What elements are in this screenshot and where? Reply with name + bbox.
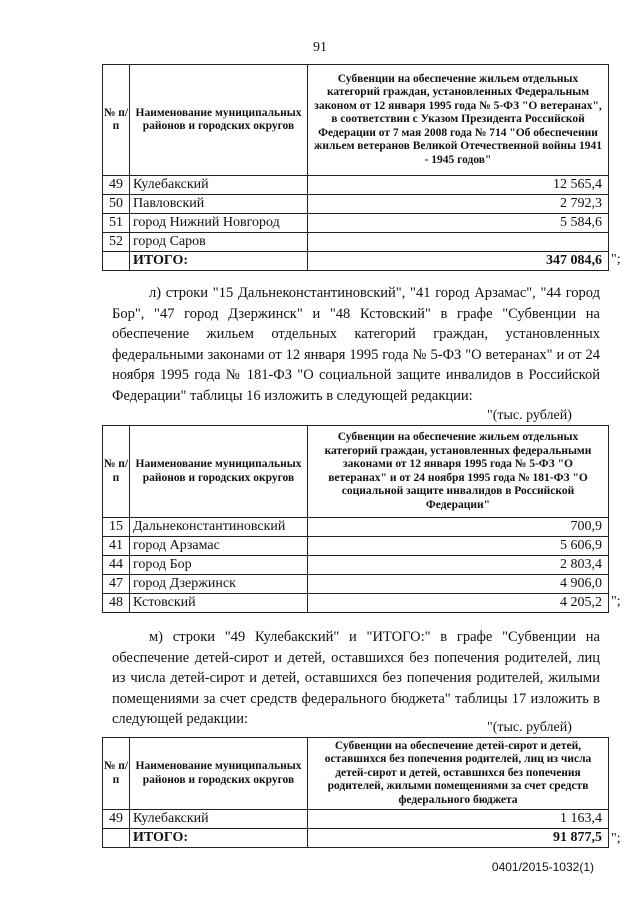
row-name: город Саров: [130, 233, 308, 252]
row-value: 1 163,4: [308, 810, 609, 829]
row-value: 2 803,4: [308, 556, 609, 575]
row-name: Павловский: [130, 195, 308, 214]
table-row: [103, 214, 609, 233]
table-row: [103, 537, 609, 556]
quote-tail: ";: [611, 831, 621, 846]
row-value: 12 565,4: [308, 176, 609, 195]
row-value: 5 584,6: [308, 214, 609, 233]
table-row: [103, 518, 609, 537]
quote-tail: ";: [611, 252, 621, 267]
row-name: город Нижний Новгород: [130, 214, 308, 233]
col-header-number: № п/п: [103, 738, 130, 810]
quote-tail: ";: [611, 594, 621, 609]
row-number: 47: [103, 575, 130, 594]
col-header-name: Наименование муниципальных районов и городских округов: [130, 426, 308, 518]
page-number: 91: [313, 40, 327, 55]
row-number: 51: [103, 214, 130, 233]
unit-label: "(тыс. рублей): [487, 408, 572, 423]
row-name: город Бор: [130, 556, 308, 575]
col-header-number: № п/п: [103, 65, 130, 176]
total-row: [103, 252, 609, 271]
row-value: 2 792,3: [308, 195, 609, 214]
col-header-value: Субвенции на обеспечение детей-сирот и детей, оставшихся без попечения родителей, лиц из числа детей-сирот и детей, оставшихся без попечения родителей, жилыми помещениями за счет средств федерального бюджета: [308, 738, 609, 810]
row-number: 52: [103, 233, 130, 252]
table-row: [103, 575, 609, 594]
unit-label: "(тыс. рублей): [487, 720, 572, 735]
row-name: Дальнеконстантиновский: [130, 518, 308, 537]
total-row: [103, 829, 609, 848]
row-number: 49: [103, 176, 130, 195]
row-number: 50: [103, 195, 130, 214]
row-value: 4 205,2: [308, 594, 609, 613]
total-value: 91 877,5: [308, 829, 609, 848]
table-row: [103, 195, 609, 214]
col-header-name: Наименование муниципальных районов и городских округов: [130, 65, 308, 176]
row-name: Кулебакский: [130, 810, 308, 829]
col-header-name: Наименование муниципальных районов и городских округов: [130, 738, 308, 810]
table-17: [102, 737, 609, 848]
table-row: [103, 594, 609, 613]
table-row: [103, 810, 609, 829]
total-label: ИТОГО:: [130, 252, 308, 271]
paragraph-l: л) строки "15 Дальнеконстантиновский", "41 город Арзамас", "44 город Бор", "47 город Дзержинск" и "48 Кстовский" в графе "Субвенции на обеспечение жильем отдельных категорий граждан, установленных федеральными законами от 12 января 1995 года № 5-ФЗ "О ветеранах" и от 24 ноября 1995 года № 181-ФЗ "О социальной защите инвалидов в Российской Федерации" таблицы 16 изложить в следующей редакции:: [112, 285, 600, 404]
row-name: Кстовский: [130, 594, 308, 613]
row-number: 41: [103, 537, 130, 556]
table-16: [102, 425, 609, 613]
col-header-number: № п/п: [103, 426, 130, 518]
row-number: 15: [103, 518, 130, 537]
total-label: ИТОГО:: [130, 829, 308, 848]
row-name: город Арзамас: [130, 537, 308, 556]
row-number: 48: [103, 594, 130, 613]
table-row: [103, 176, 609, 195]
table-row: [103, 556, 609, 575]
total-value: 347 084,6: [308, 252, 609, 271]
row-name: город Дзержинск: [130, 575, 308, 594]
table-15: [102, 64, 609, 271]
row-value: [308, 233, 609, 252]
paragraph-m: м) строки "49 Кулебакский" и "ИТОГО:" в графе "Субвенции на обеспечение детей-сирот и детей, оставшихся без попечения родителей, лиц из числа детей-сирот и детей, оставшихся без попечения родителей, жилыми помещениями за счет средств федерального бюджета" таблицы 17 изложить в следующей редакции:: [112, 629, 600, 727]
row-value: 5 606,9: [308, 537, 609, 556]
col-header-value: Субвенции на обеспечение жильем отдельных категорий граждан, установленных федеральными законами от 12 января 1995 года № 5-ФЗ "О ветеранах" и от 24 ноября 1995 года № 181-ФЗ "О социальной защите инвалидов в Российской Федерации": [308, 426, 609, 518]
document-code: 0401/2015-1032(1): [491, 860, 594, 874]
row-value: 4 906,0: [308, 575, 609, 594]
table-row: [103, 233, 609, 252]
row-number: 49: [103, 810, 130, 829]
row-value: 700,9: [308, 518, 609, 537]
row-name: Кулебакский: [130, 176, 308, 195]
col-header-value: Субвенции на обеспечение жильем отдельных категорий граждан, установленных Федеральным законом от 12 января 1995 года № 5-ФЗ "О ветеранах", в соответствии с Указом Президента Российской Федерации от 7 мая 2008 года № 714 "Об обеспечении жильем ветеранов Великой Отечественной войны 1941 - 1945 годов": [308, 65, 609, 176]
row-number: 44: [103, 556, 130, 575]
